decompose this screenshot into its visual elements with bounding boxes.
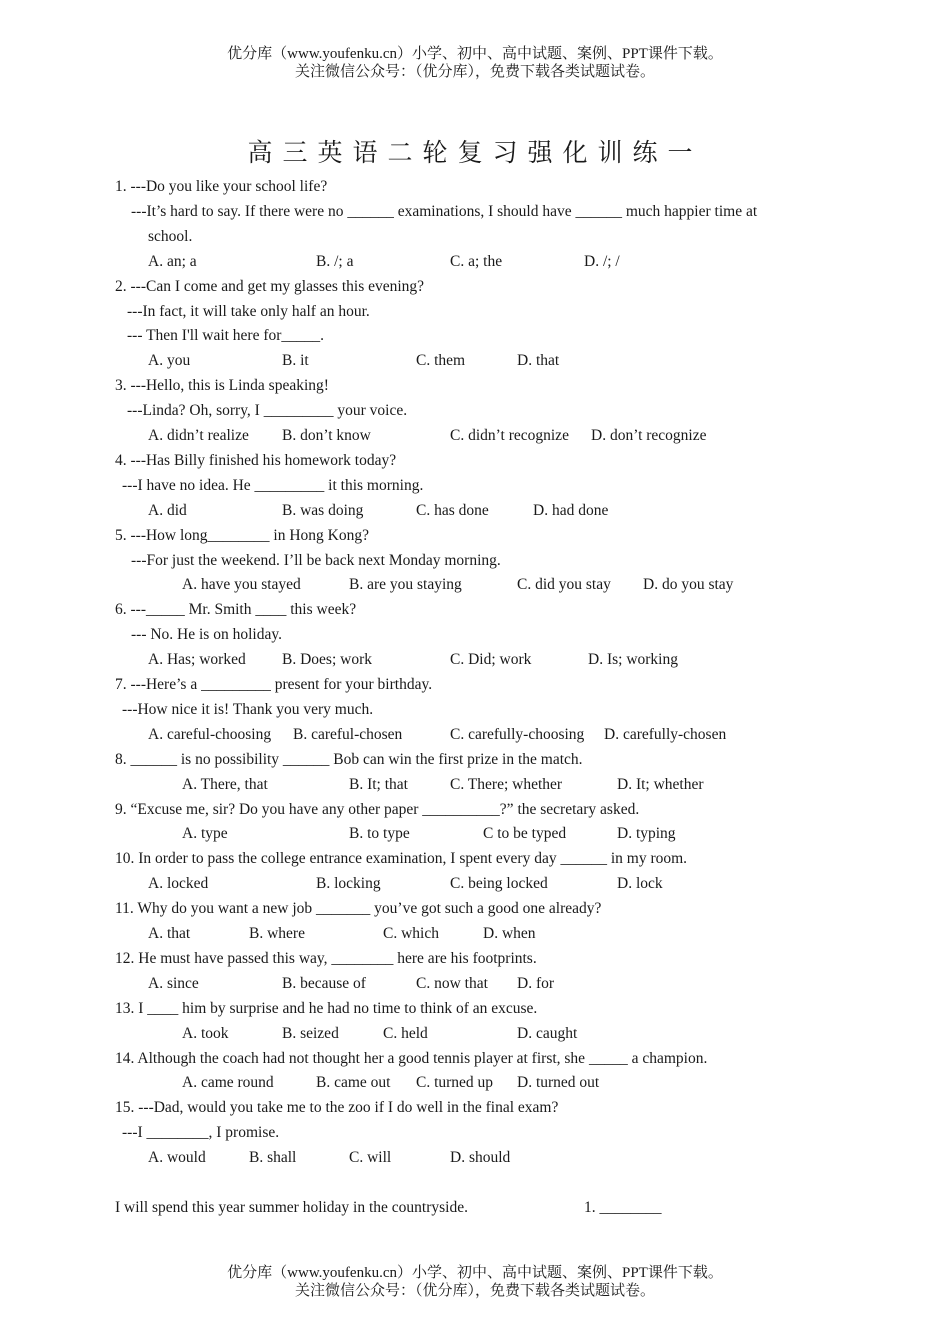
- answer-option-a[interactable]: A. took: [182, 1025, 229, 1042]
- answer-option-b[interactable]: B. It; that: [349, 776, 408, 793]
- question-stem: 11. Why do you want a new job _______ you’ve got such a good one already?: [115, 900, 602, 917]
- answer-option-c[interactable]: C. Did; work: [450, 651, 532, 668]
- answer-option-c[interactable]: C. being locked: [450, 875, 548, 892]
- answer-option-a[interactable]: A. didn’t realize: [148, 427, 249, 444]
- question-line: --- No. He is on holiday.: [131, 626, 282, 643]
- question-stem: 9. “Excuse me, sir? Do you have any other paper __________?” the secretary asked.: [115, 801, 640, 818]
- page-title: 高三英语二轮复习强化训练一: [247, 140, 703, 167]
- question-line: ---I have no idea. He _________ it this morning.: [122, 477, 424, 494]
- answer-option-b[interactable]: B. it: [282, 352, 309, 369]
- answer-option-c[interactable]: C. held: [383, 1025, 428, 1042]
- answer-option-d[interactable]: D. caught: [517, 1025, 578, 1042]
- correction-sentence: I will spend this year summer holiday in the countryside.: [115, 1199, 468, 1216]
- question-line: ---How nice it is! Thank you very much.: [122, 701, 374, 718]
- question-stem: 14. Although the coach had not thought her a good tennis player at first, she _____ a champion.: [115, 1050, 708, 1067]
- answer-option-b[interactable]: B. careful-chosen: [293, 726, 403, 743]
- answer-option-b[interactable]: B. because of: [282, 975, 366, 992]
- answer-option-a[interactable]: A. careful-choosing: [148, 726, 272, 743]
- answer-option-d[interactable]: D. lock: [617, 875, 663, 892]
- answer-option-a[interactable]: A. since: [148, 975, 199, 992]
- correction-answer-blank[interactable]: 1. ________: [584, 1199, 662, 1216]
- question-line: ---For just the weekend. I’ll be back next Monday morning.: [131, 552, 501, 569]
- answer-option-a[interactable]: A. There, that: [182, 776, 268, 793]
- answer-option-d[interactable]: D. typing: [617, 825, 676, 842]
- question-stem: 7. ---Here’s a _________ present for your birthday.: [115, 676, 433, 693]
- answer-option-c[interactable]: C. now that: [416, 975, 488, 992]
- answer-option-a[interactable]: A. did: [148, 502, 187, 519]
- answer-option-a[interactable]: A. locked: [148, 875, 209, 892]
- footer-line-1: 优分库（www.youfenku.cn）小学、初中、高中试题、案例、PPT课件下载。: [227, 1265, 723, 1281]
- answer-option-a[interactable]: A. an; a: [148, 253, 197, 270]
- answer-option-d[interactable]: D. Is; working: [588, 651, 678, 668]
- answer-option-b[interactable]: B. to type: [349, 825, 410, 842]
- question-stem: 2. ---Can I come and get my glasses this evening?: [115, 278, 425, 295]
- answer-option-c[interactable]: C. them: [416, 352, 466, 369]
- answer-option-b[interactable]: B. locking: [316, 875, 381, 892]
- question-stem: 1. ---Do you like your school life?: [115, 178, 328, 195]
- answer-option-a[interactable]: A. came round: [182, 1074, 274, 1091]
- answer-option-c[interactable]: C. There; whether: [450, 776, 563, 793]
- answer-option-d[interactable]: D. should: [450, 1149, 511, 1166]
- answer-option-c[interactable]: C. turned up: [416, 1074, 494, 1091]
- answer-option-d[interactable]: D. do you stay: [643, 576, 734, 593]
- question-stem: 6. ---_____ Mr. Smith ____ this week?: [115, 601, 357, 618]
- answer-option-b[interactable]: B. shall: [249, 1149, 297, 1166]
- answer-option-c[interactable]: C. will: [349, 1149, 392, 1166]
- question-line: ---In fact, it will take only half an hour.: [127, 303, 370, 320]
- answer-option-b[interactable]: B. are you staying: [349, 576, 462, 593]
- question-stem: 13. I ____ him by surprise and he had no time to think of an excuse.: [115, 1000, 538, 1017]
- answer-option-d[interactable]: D. /; /: [584, 253, 620, 270]
- question-stem: 3. ---Hello, this is Linda speaking!: [115, 377, 329, 394]
- answer-option-a[interactable]: A. would: [148, 1149, 206, 1166]
- answer-option-b[interactable]: B. came out: [316, 1074, 391, 1091]
- answer-option-c[interactable]: C. didn’t recognize: [450, 427, 569, 444]
- question-line: ---It’s hard to say. If there were no ______ examinations, I should have ______ much happier time at: [131, 203, 758, 220]
- question-stem: 12. He must have passed this way, ________ here are his footprints.: [115, 950, 537, 967]
- question-line: ---I ________, I promise.: [122, 1124, 280, 1141]
- answer-option-b[interactable]: B. don’t know: [282, 427, 371, 444]
- answer-option-c[interactable]: C. did you stay: [517, 576, 611, 593]
- question-stem: 4. ---Has Billy finished his homework today?: [115, 452, 397, 469]
- answer-option-c[interactable]: C. which: [383, 925, 439, 942]
- question-line: ---Linda? Oh, sorry, I _________ your voice.: [127, 402, 408, 419]
- answer-option-d[interactable]: D. for: [517, 975, 555, 992]
- answer-option-b[interactable]: B. was doing: [282, 502, 364, 519]
- question-stem: 8. ______ is no possibility ______ Bob can win the first prize in the match.: [115, 751, 583, 768]
- answer-option-d[interactable]: D. turned out: [517, 1074, 600, 1091]
- answer-option-c[interactable]: C. a; the: [450, 253, 503, 270]
- answer-option-d[interactable]: D. that: [517, 352, 560, 369]
- question-line: --- Then I'll wait here for_____.: [127, 327, 325, 344]
- answer-option-a[interactable]: A. have you stayed: [182, 576, 301, 593]
- answer-option-d[interactable]: D. It; whether: [617, 776, 704, 793]
- footer-line-2: 关注微信公众号：（优分库），免费下载各类试题试卷。: [294, 1283, 655, 1299]
- answer-option-a[interactable]: A. Has; worked: [148, 651, 246, 668]
- question-stem: 5. ---How long________ in Hong Kong?: [115, 527, 370, 544]
- answer-option-b[interactable]: B. seized: [282, 1025, 339, 1042]
- answer-option-d[interactable]: D. had done: [533, 502, 609, 519]
- answer-option-c[interactable]: C. carefully-choosing: [450, 726, 585, 743]
- answer-option-b[interactable]: B. /; a: [316, 253, 354, 270]
- header-line-1: 优分库（www.youfenku.cn）小学、初中、高中试题、案例、PPT课件下载。: [227, 46, 723, 62]
- answer-option-d[interactable]: D. carefully-chosen: [604, 726, 727, 743]
- answer-option-a[interactable]: A. you: [148, 352, 191, 369]
- answer-option-b[interactable]: B. Does; work: [282, 651, 372, 668]
- answer-option-a[interactable]: A. that: [148, 925, 191, 942]
- page-header: [0, 45, 950, 81]
- question-line: school.: [148, 228, 193, 245]
- header-line-2: 关注微信公众号：（优分库），免费下载各类试题试卷。: [294, 64, 655, 80]
- question-stem: 10. In order to pass the college entrance examination, I spent every day ______ in my room.: [115, 850, 688, 867]
- answer-option-b[interactable]: B. where: [249, 925, 305, 942]
- question-stem: 15. ---Dad, would you take me to the zoo if I do well in the final exam?: [115, 1099, 559, 1116]
- answer-option-d[interactable]: D. don’t recognize: [591, 427, 707, 444]
- answer-option-c[interactable]: C to be typed: [483, 825, 567, 842]
- page-footer: [0, 1264, 950, 1300]
- answer-option-d[interactable]: D. when: [483, 925, 536, 942]
- answer-option-a[interactable]: A. type: [182, 825, 228, 842]
- answer-option-c[interactable]: C. has done: [416, 502, 489, 519]
